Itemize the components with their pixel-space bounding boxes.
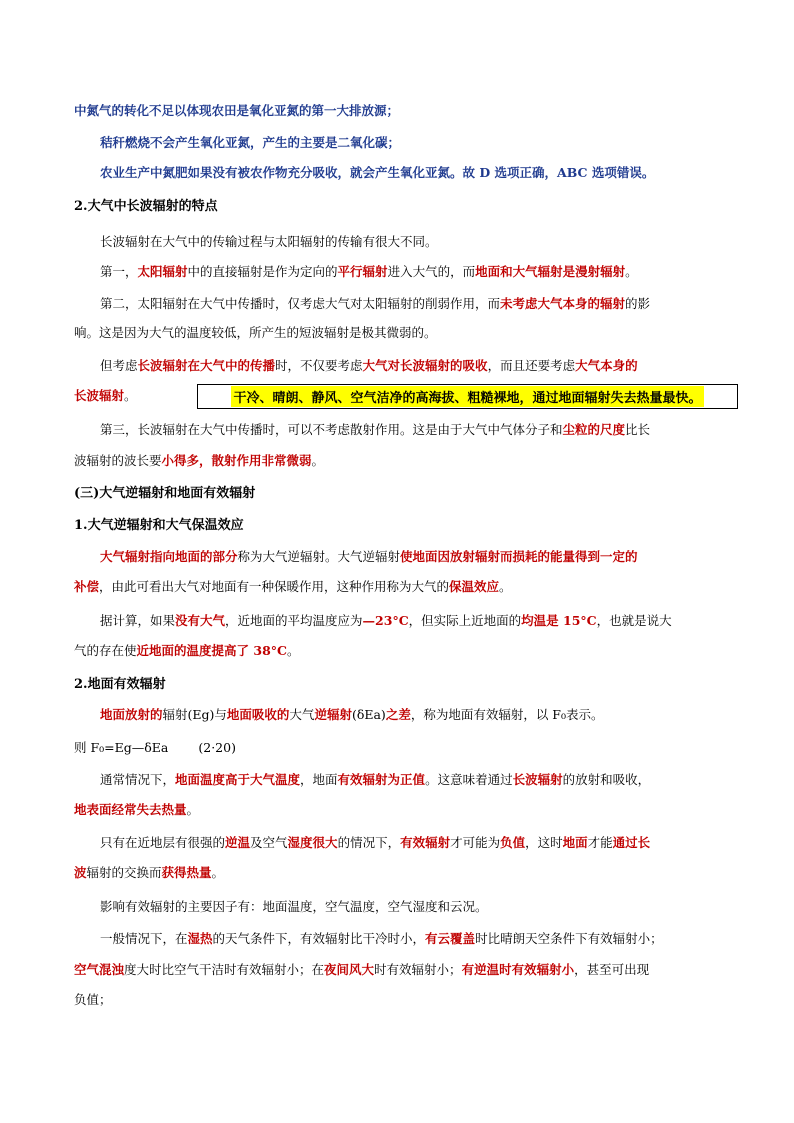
paragraph-definition: 地面放射的辐射(Eg)与地面吸收的大气逆辐射(δEa)之差，称为地面有效辐射，以 F₀表示。 [100, 707, 604, 722]
paragraph-general-case-end: 负值； [74, 992, 112, 1007]
paragraph-normal-case: 通常情况下，地面温度高于大气温度，地面有效辐射为正值。这意味着通过长波辐射的放射和吸收， [100, 772, 651, 787]
paragraph-consider: 但考虑长波辐射在大气中的传播时，不仅要考虑大气对长波辐射的吸收，而且还要考虑大气本身的 [100, 358, 638, 373]
paragraph-third-cont: 波辐射的波长要小得多，散射作用非常微弱。 [74, 453, 325, 468]
answer-line-3: 农业生产中氮肥如果没有被农作物充分吸收，就会产生氧化亚氮。故 D 选项正确，ABC 选项错误。 [100, 165, 655, 180]
equation-line [74, 740, 734, 756]
paragraph-negative-case-cont: 波辐射的交换而获得热量。 [74, 865, 225, 880]
section-heading-counter-radiation: (三)大气逆辐射和地面有效辐射 [74, 486, 256, 501]
paragraph-consider-cont: 长波辐射。 [74, 388, 137, 403]
paragraph-first: 第一，太阳辐射中的直接辐射是作为定向的平行辐射进入大气的，而地面和大气辐射是漫射辐射。 [100, 264, 638, 279]
paragraph-factors: 影响有效辐射的主要因子有：地面温度，空气温度，空气湿度和云况。 [100, 899, 488, 914]
paragraph-counter-radiation: 大气辐射指向地面的部分称为大气逆辐射。大气逆辐射使地面因放射辐射而损耗的能量得到一定的 [100, 549, 638, 564]
paragraph-negative-case: 只有在近地层有很强的逆温及空气湿度很大的情况下，有效辐射才可能为负值，这时地面才能通过长 [100, 835, 651, 850]
subsection-heading-greenhouse: 1.大气逆辐射和大气保温效应 [74, 518, 244, 533]
paragraph-second: 第二，太阳辐射在大气中传播时，仅考虑大气对太阳辐射的削弱作用，而未考虑大气本身的辐射的影 [100, 296, 651, 311]
answer-line-1: 中氮气的转化不足以体现农田是氧化亚氮的第一大排放源； [74, 103, 400, 118]
paragraph-third: 第三，长波辐射在大气中传播时，可以不考虑散射作用。这是由于大气中气体分子和尘粒的尺度比长 [100, 422, 651, 437]
callout-highlight-text: 干冷、晴朗、静风、空气洁净的高海拔、粗糙裸地，通过地面辐射失去热量最快。 [231, 386, 703, 407]
answer-line-2: 秸秆燃烧不会产生氧化亚氮，产生的主要是二氧化碳； [100, 135, 401, 150]
paragraph-normal-case-cont: 地表面经常失去热量。 [74, 802, 200, 817]
subsection-heading-effective-radiation: 2.地面有效辐射 [74, 677, 166, 692]
paragraph-calculation: 据计算，如果没有大气，近地面的平均温度应为—23°C，但实际上近地面的均温是 15°C，也就是说大 [100, 613, 672, 628]
callout-box [197, 384, 738, 409]
paragraph-general-case: 一般情况下，在湿热的天气条件下，有效辐射比干冷时小，有云覆盖时比晴朗天空条件下有效辐射小； [100, 931, 663, 946]
equation: 则 F₀=Eg—δEa [74, 740, 169, 755]
equation-number: (2·20) [198, 740, 236, 755]
paragraph-calculation-cont: 气的存在使近地面的温度提高了 38°C。 [74, 643, 300, 658]
paragraph-counter-radiation-cont: 补偿，由此可看出大气对地面有一种保暖作用，这种作用称为大气的保温效应。 [74, 579, 512, 594]
paragraph-intro: 长波辐射在大气中的传输过程与太阳辐射的传输有很大不同。 [100, 234, 438, 249]
paragraph-second-cont: 响。这是因为大气的温度较低，所产生的短波辐射是极其微弱的。 [74, 325, 437, 340]
paragraph-general-case-cont: 空气混浊度大时比空气干洁时有效辐射小；在夜间风大时有效辐射小；有逆温时有效辐射小，甚至可出现 [74, 962, 650, 977]
section-heading-longwave: 2.大气中长波辐射的特点 [74, 199, 218, 214]
